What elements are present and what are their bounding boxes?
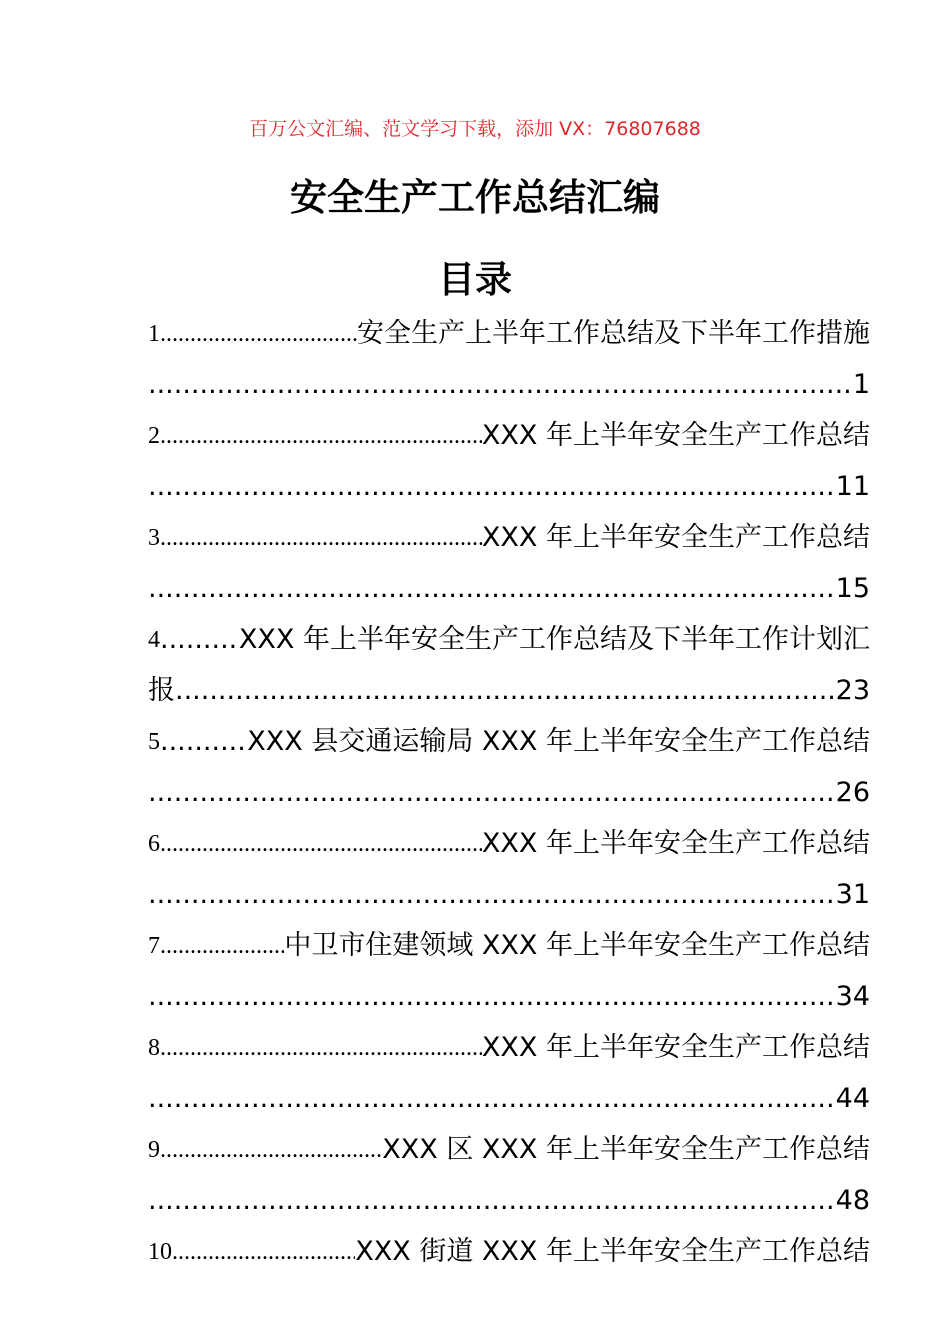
dot-leader <box>148 972 836 1022</box>
dot-leader <box>175 666 836 716</box>
toc-entry-page: 26 <box>835 777 870 808</box>
toc-entry-2-line-2[interactable] <box>148 462 870 512</box>
toc-entry-number: 3 <box>148 525 160 551</box>
toc-entry-page: 15 <box>835 573 870 604</box>
toc-entry-1-line-2[interactable] <box>148 360 870 410</box>
dot-leader <box>148 462 836 512</box>
dot-leader <box>160 513 482 563</box>
toc-entry-4-line-2[interactable] <box>148 666 870 716</box>
toc-entry-page: 23 <box>835 675 870 706</box>
toc-entry-title: 安全生产上半年工作总结及下半年工作措施 <box>357 318 870 349</box>
toc-entry-title: 中卫市住建领域 XXX 年上半年安全生产工作总结 <box>284 930 870 961</box>
toc-entry-8-line-1[interactable] <box>148 1023 870 1073</box>
dot-leader <box>160 1125 382 1175</box>
toc-entry-9-line-1[interactable] <box>148 1125 870 1175</box>
dot-leader <box>148 564 836 614</box>
dot-leader <box>148 1176 836 1226</box>
toc-entry-3-line-2[interactable] <box>148 564 870 614</box>
toc-entry-title: XXX 年上半年安全生产工作总结 <box>481 522 870 553</box>
toc-entry-number: 7 <box>148 933 160 959</box>
toc-entry-number: 4 <box>148 627 160 653</box>
toc-entry-5-line-1[interactable] <box>148 717 870 767</box>
table-of-contents <box>148 309 870 1278</box>
watermark-text: 百万公文汇编、范文学习下载，添加 VX：76807688 <box>249 118 701 140</box>
toc-entry-number: 9 <box>148 1137 160 1163</box>
toc-entry-page: 31 <box>835 879 870 910</box>
dot-leader <box>160 309 357 359</box>
toc-entry-10-line-1[interactable] <box>148 1227 870 1277</box>
toc-entry-number: 8 <box>148 1035 160 1061</box>
dot-leader <box>160 819 482 869</box>
toc-entry-number: 6 <box>148 831 160 857</box>
dot-leader <box>160 1023 482 1073</box>
dot-leader <box>160 717 247 767</box>
toc-entry-6-line-1[interactable] <box>148 819 870 869</box>
toc-entry-title: XXX 年上半年安全生产工作总结及下半年工作计划汇 <box>238 624 870 655</box>
toc-entry-9-line-2[interactable] <box>148 1176 870 1226</box>
toc-entry-title: XXX 区 XXX 年上半年安全生产工作总结 <box>382 1134 870 1165</box>
toc-entry-page: 1 <box>852 369 870 400</box>
dot-leader <box>172 1227 355 1277</box>
toc-entry-3-line-1[interactable] <box>148 513 870 563</box>
toc-entry-title: XXX 年上半年安全生产工作总结 <box>481 828 870 859</box>
toc-entry-8-line-2[interactable] <box>148 1074 870 1124</box>
toc-entry-page: 44 <box>835 1083 870 1114</box>
dot-leader <box>160 615 239 665</box>
toc-entry-title: XXX 街道 XXX 年上半年安全生产工作总结 <box>355 1236 870 1267</box>
toc-entry-title: XXX 县交通运输局 XXX 年上半年安全生产工作总结 <box>247 726 870 757</box>
toc-entry-number: 10 <box>148 1239 172 1265</box>
toc-entry-page: 34 <box>835 981 870 1012</box>
toc-entry-title-continuation: 报 <box>148 675 175 706</box>
toc-entry-number: 2 <box>148 423 160 449</box>
dot-leader <box>148 360 853 410</box>
dot-leader <box>148 768 836 818</box>
toc-entry-title: XXX 年上半年安全生产工作总结 <box>481 1032 870 1063</box>
toc-entry-1-line-1[interactable] <box>148 309 870 359</box>
toc-entry-6-line-2[interactable] <box>148 870 870 920</box>
toc-entry-page: 11 <box>835 471 870 502</box>
toc-entry-4-line-1[interactable] <box>148 615 870 665</box>
toc-entry-7-line-1[interactable] <box>148 921 870 971</box>
toc-entry-number: 1 <box>148 321 160 347</box>
dot-leader <box>160 921 284 971</box>
toc-entry-2-line-1[interactable] <box>148 411 870 461</box>
document-title: 安全生产工作总结汇编 <box>290 176 660 219</box>
toc-entry-title: XXX 年上半年安全生产工作总结 <box>481 420 870 451</box>
toc-entry-number: 5 <box>148 729 160 755</box>
toc-entry-page: 48 <box>835 1185 870 1216</box>
dot-leader <box>160 411 482 461</box>
toc-entry-5-line-2[interactable] <box>148 768 870 818</box>
toc-heading: 目录 <box>438 258 512 301</box>
dot-leader <box>148 1074 836 1124</box>
dot-leader <box>148 870 836 920</box>
toc-entry-7-line-2[interactable] <box>148 972 870 1022</box>
